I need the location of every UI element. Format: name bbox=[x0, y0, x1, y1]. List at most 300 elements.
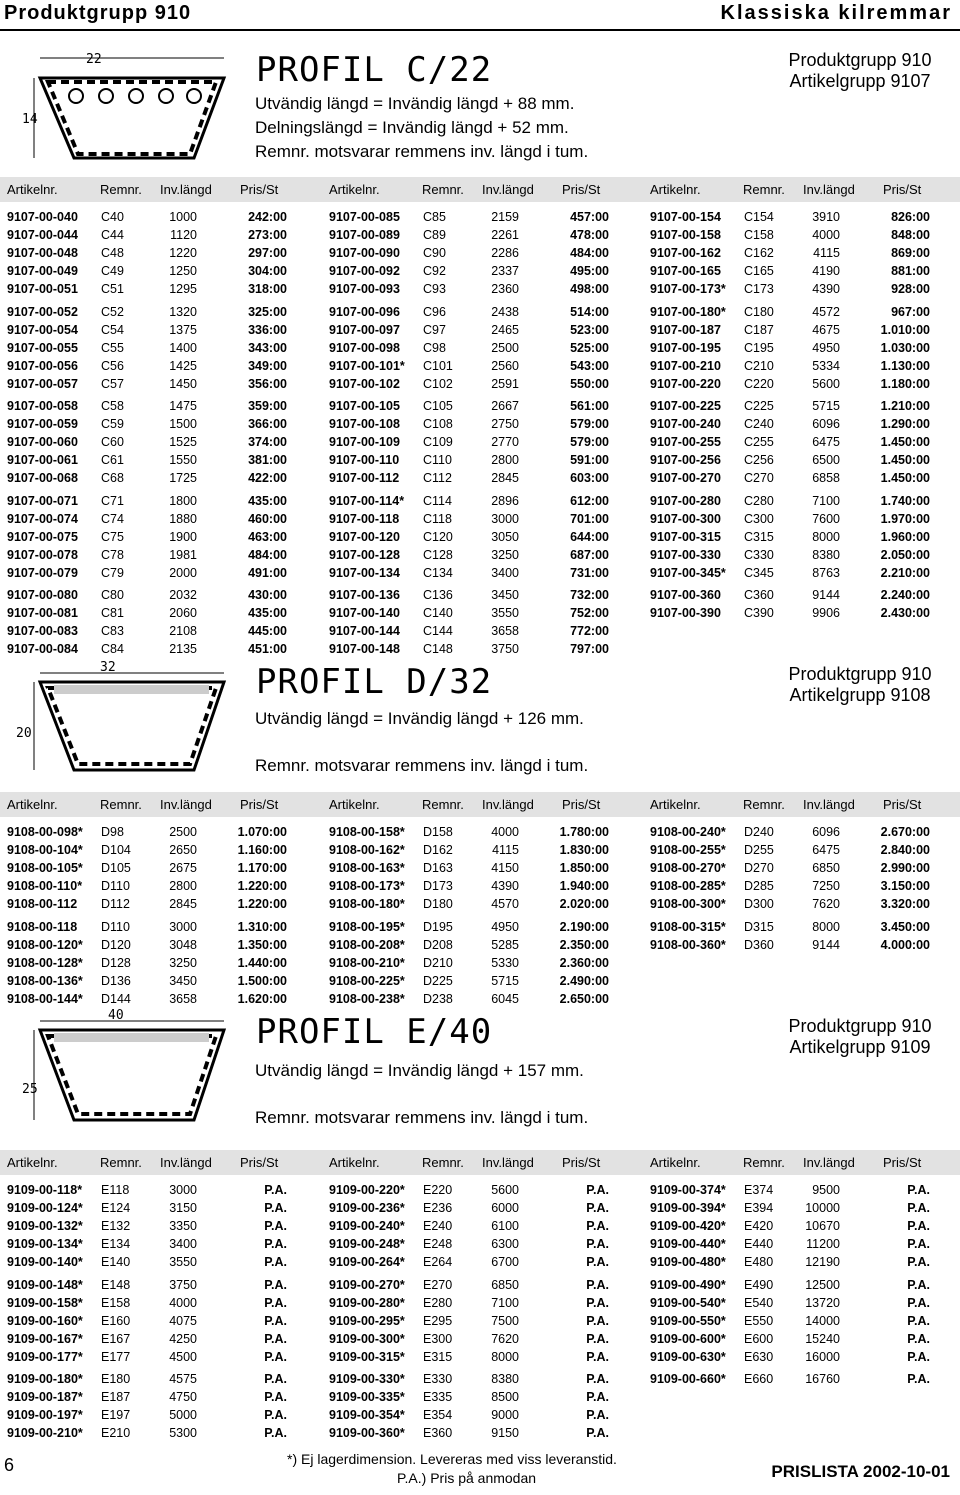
article-number: 9107-00-225 bbox=[650, 399, 721, 413]
price: 356:00 bbox=[248, 376, 287, 391]
table-row bbox=[329, 1278, 634, 1295]
article-number: 9107-00-078 bbox=[7, 547, 78, 562]
price: 2.240:00 bbox=[880, 588, 930, 602]
article-number: 9107-00-083 bbox=[7, 624, 78, 639]
belt-number: C187 bbox=[744, 322, 774, 337]
inner-length: 1250 bbox=[169, 264, 197, 279]
belt-number: E330 bbox=[423, 1372, 453, 1386]
inner-length: 1375 bbox=[169, 322, 197, 337]
belt-number: D300 bbox=[744, 897, 774, 912]
price: 561:00 bbox=[570, 399, 609, 413]
belt-number: C345 bbox=[744, 565, 774, 580]
price: P.A. bbox=[264, 1331, 287, 1346]
table-row bbox=[7, 1426, 312, 1443]
belt-profile-e40-icon bbox=[14, 1008, 244, 1133]
inner-length: 6850 bbox=[812, 861, 840, 876]
article-number: 9107-00-051 bbox=[7, 282, 78, 297]
price: 1.070:00 bbox=[237, 825, 287, 839]
article-number: 9109-00-354* bbox=[329, 1408, 405, 1423]
article-number: 9109-00-140* bbox=[7, 1255, 83, 1270]
table-row bbox=[650, 471, 955, 488]
belt-number: D210 bbox=[423, 955, 453, 970]
price: 422:00 bbox=[248, 471, 287, 486]
article-number: 9107-00-075 bbox=[7, 529, 78, 544]
inner-length: 2845 bbox=[491, 471, 519, 486]
table-row bbox=[650, 1219, 955, 1236]
belt-number: E180 bbox=[101, 1372, 131, 1386]
price: 1.740:00 bbox=[880, 493, 930, 508]
table-row bbox=[7, 1314, 312, 1331]
column-header-inv-langd: Inv.längd bbox=[803, 182, 855, 197]
belt-number: D128 bbox=[101, 955, 131, 970]
price: P.A. bbox=[264, 1313, 287, 1328]
price: 336:00 bbox=[248, 322, 287, 337]
inner-length: 6096 bbox=[812, 825, 840, 839]
price: P.A. bbox=[586, 1408, 609, 1423]
column-header-band bbox=[0, 177, 960, 202]
inner-length: 2337 bbox=[491, 264, 519, 279]
price: 1.850:00 bbox=[559, 861, 609, 876]
article-number: 9108-00-255* bbox=[650, 843, 726, 858]
belt-number: D225 bbox=[423, 973, 453, 988]
belt-number: E270 bbox=[423, 1277, 453, 1292]
inner-length: 13720 bbox=[805, 1295, 840, 1310]
footnote-stock: *) Ej lagerdimension. Levereras med viss leveranstid. bbox=[287, 1451, 617, 1467]
price: P.A. bbox=[907, 1372, 930, 1386]
table-row bbox=[329, 1255, 634, 1272]
article-number: 9107-00-090 bbox=[329, 246, 400, 261]
article-number: 9107-00-112 bbox=[329, 471, 400, 486]
table-row bbox=[7, 1201, 312, 1218]
table-row bbox=[7, 624, 312, 641]
inner-length: 8000 bbox=[812, 919, 840, 934]
belt-number: D240 bbox=[744, 825, 774, 839]
belt-number: C114 bbox=[423, 493, 452, 508]
table-row bbox=[650, 323, 955, 340]
price: 1.310:00 bbox=[237, 919, 287, 934]
article-number: 9108-00-240* bbox=[650, 825, 726, 839]
price: P.A. bbox=[586, 1255, 609, 1270]
table-row bbox=[329, 1350, 634, 1367]
height-label: 25 bbox=[22, 1082, 38, 1097]
belt-number: C108 bbox=[423, 417, 453, 432]
belt-number: E300 bbox=[423, 1331, 453, 1346]
column-header-inv-langd: Inv.längd bbox=[482, 182, 534, 197]
table-row bbox=[329, 228, 634, 245]
table-row bbox=[650, 566, 955, 583]
price: P.A. bbox=[907, 1295, 930, 1310]
header-divider bbox=[0, 29, 960, 31]
table-row bbox=[329, 825, 634, 842]
table-row bbox=[7, 992, 312, 1009]
article-number: 9109-00-600* bbox=[650, 1331, 726, 1346]
column-header-artikelnr: Artikelnr. bbox=[7, 182, 58, 197]
article-number: 9107-00-180* bbox=[650, 304, 726, 319]
belt-number: C75 bbox=[101, 529, 124, 544]
article-number: 9107-00-144 bbox=[329, 624, 400, 639]
belt-number: C128 bbox=[423, 547, 453, 562]
column-header-pris: Pris/St bbox=[562, 182, 601, 197]
price: P.A. bbox=[264, 1255, 287, 1270]
article-number: 9108-00-195* bbox=[329, 919, 405, 934]
belt-number: D285 bbox=[744, 879, 774, 894]
inner-length: 9144 bbox=[812, 588, 840, 602]
price: 603:00 bbox=[570, 471, 609, 486]
inner-length: 3400 bbox=[169, 1237, 197, 1252]
belt-number: C210 bbox=[744, 358, 774, 373]
table-row bbox=[329, 264, 634, 281]
article-number: 9107-00-097 bbox=[329, 322, 400, 337]
belt-number: E440 bbox=[744, 1237, 774, 1252]
table-row bbox=[650, 1314, 955, 1331]
article-number: 9107-00-096 bbox=[329, 304, 400, 319]
price: 463:00 bbox=[248, 529, 287, 544]
price: 1.970:00 bbox=[880, 511, 930, 526]
column-header-inv-langd: Inv.längd bbox=[803, 797, 855, 812]
table-row bbox=[7, 1332, 312, 1349]
belt-number: C57 bbox=[101, 376, 124, 391]
price: 491:00 bbox=[248, 565, 287, 580]
article-number: 9107-00-256 bbox=[650, 453, 721, 468]
price: 374:00 bbox=[248, 435, 287, 450]
price: 435:00 bbox=[248, 606, 287, 621]
article-number: 9107-00-092 bbox=[329, 264, 400, 279]
table-row bbox=[329, 341, 634, 358]
belt-number: E660 bbox=[744, 1372, 774, 1386]
inner-length: 1400 bbox=[169, 340, 197, 355]
width-label: 40 bbox=[108, 1008, 124, 1023]
inner-length: 7250 bbox=[812, 879, 840, 894]
article-number: 9107-00-255 bbox=[650, 435, 721, 450]
belt-number: E394 bbox=[744, 1201, 774, 1216]
price: 1.220:00 bbox=[237, 879, 287, 894]
inner-length: 4950 bbox=[812, 340, 840, 355]
price: 1.940:00 bbox=[559, 879, 609, 894]
belt-number: C74 bbox=[101, 511, 124, 526]
article-number: 9109-00-197* bbox=[7, 1408, 83, 1423]
table-row bbox=[650, 1296, 955, 1313]
article-number: 9107-00-089 bbox=[329, 228, 400, 243]
column-header-artikelnr: Artikelnr. bbox=[650, 1155, 701, 1170]
price: 591:00 bbox=[570, 453, 609, 468]
price: P.A. bbox=[264, 1408, 287, 1423]
inner-length: 1550 bbox=[169, 453, 197, 468]
belt-number: E197 bbox=[101, 1408, 131, 1423]
article-number: 9107-00-068 bbox=[7, 471, 78, 486]
table-row bbox=[329, 879, 634, 896]
article-number: 9109-00-264* bbox=[329, 1255, 405, 1270]
price: 1.290:00 bbox=[880, 417, 930, 432]
price: 2.350:00 bbox=[559, 937, 609, 952]
table-row bbox=[329, 1426, 634, 1443]
column-header-inv-langd: Inv.längd bbox=[160, 182, 212, 197]
inner-length: 7100 bbox=[491, 1295, 519, 1310]
price: 2.670:00 bbox=[880, 825, 930, 839]
footnote-price: P.A.) Pris på anmodan bbox=[397, 1470, 537, 1486]
article-number: 9107-00-080 bbox=[7, 588, 78, 602]
table-row bbox=[650, 879, 955, 896]
article-number: 9109-00-270* bbox=[329, 1277, 405, 1292]
belt-number: C60 bbox=[101, 435, 124, 450]
table-row bbox=[650, 1201, 955, 1218]
article-number: 9109-00-550* bbox=[650, 1313, 726, 1328]
table-row bbox=[329, 1296, 634, 1313]
column-header-pris: Pris/St bbox=[562, 1155, 601, 1170]
belt-number: D255 bbox=[744, 843, 774, 858]
table-row bbox=[329, 1390, 634, 1407]
column-header-remnr: Remnr. bbox=[743, 182, 785, 197]
inner-length: 2360 bbox=[491, 282, 519, 297]
inner-length: 2000 bbox=[169, 565, 197, 580]
price: P.A. bbox=[907, 1237, 930, 1252]
inner-length: 16760 bbox=[805, 1372, 840, 1386]
table-row bbox=[7, 246, 312, 263]
column-header-pris: Pris/St bbox=[562, 797, 601, 812]
profile-title-d32: PROFIL D/32 bbox=[256, 662, 493, 702]
article-number: 9109-00-360* bbox=[329, 1426, 405, 1441]
price: 514:00 bbox=[570, 304, 609, 319]
column-header-inv-langd: Inv.längd bbox=[160, 797, 212, 812]
inner-length: 4390 bbox=[491, 879, 519, 894]
belt-number: C40 bbox=[101, 210, 124, 224]
column-header-artikelnr: Artikelnr. bbox=[650, 182, 701, 197]
inner-length: 7500 bbox=[491, 1313, 519, 1328]
article-number: 9109-00-420* bbox=[650, 1219, 726, 1234]
article-number: 9108-00-163* bbox=[329, 861, 405, 876]
price: P.A. bbox=[907, 1349, 930, 1364]
article-number: 9108-00-118 bbox=[7, 919, 78, 934]
price: 2.430:00 bbox=[880, 606, 930, 621]
price: P.A. bbox=[264, 1295, 287, 1310]
article-number: 9107-00-114* bbox=[329, 493, 405, 508]
article-number: 9108-00-120* bbox=[7, 937, 83, 952]
article-number: 9107-00-057 bbox=[7, 376, 78, 391]
article-number: 9109-00-480* bbox=[650, 1255, 726, 1270]
belt-number: C158 bbox=[744, 228, 774, 243]
table-row bbox=[329, 974, 634, 991]
price: 1.450:00 bbox=[880, 435, 930, 450]
page-number: 6 bbox=[4, 1455, 15, 1475]
price: 928:00 bbox=[891, 282, 930, 297]
inner-length: 5600 bbox=[491, 1183, 519, 1197]
table-row bbox=[7, 282, 312, 299]
price: P.A. bbox=[907, 1183, 930, 1197]
article-number: 9107-00-040 bbox=[7, 210, 78, 224]
price: 273:00 bbox=[248, 228, 287, 243]
price: 1.450:00 bbox=[880, 453, 930, 468]
table-row bbox=[650, 1183, 955, 1200]
column-header-remnr: Remnr. bbox=[100, 797, 142, 812]
table-row bbox=[7, 264, 312, 281]
inner-length: 6700 bbox=[491, 1255, 519, 1270]
inner-length: 4500 bbox=[169, 1349, 197, 1364]
article-number: 9109-00-630* bbox=[650, 1349, 726, 1364]
article-number: 9109-00-158* bbox=[7, 1295, 83, 1310]
price: 967:00 bbox=[891, 304, 930, 319]
inner-length: 2750 bbox=[491, 417, 519, 432]
price: 495:00 bbox=[570, 264, 609, 279]
inner-length: 6300 bbox=[491, 1237, 519, 1252]
price: 457:00 bbox=[570, 210, 609, 224]
price: P.A. bbox=[586, 1390, 609, 1405]
table-row bbox=[7, 453, 312, 470]
column-header-remnr: Remnr. bbox=[422, 797, 464, 812]
table-row bbox=[329, 471, 634, 488]
price: 772:00 bbox=[570, 624, 609, 639]
belt-number: D360 bbox=[744, 937, 774, 952]
belt-number: C54 bbox=[101, 322, 124, 337]
belt-number: C120 bbox=[423, 529, 453, 544]
belt-number: C55 bbox=[101, 340, 124, 355]
price: 2.490:00 bbox=[559, 973, 609, 988]
table-row bbox=[650, 341, 955, 358]
inner-length: 10670 bbox=[805, 1219, 840, 1234]
table-row bbox=[650, 210, 955, 227]
inner-length: 1295 bbox=[169, 282, 197, 297]
table-row bbox=[7, 879, 312, 896]
belt-number: D158 bbox=[423, 825, 453, 839]
table-row bbox=[7, 642, 312, 659]
price: 1.350:00 bbox=[237, 937, 287, 952]
price: P.A. bbox=[586, 1201, 609, 1216]
group-info-e40 bbox=[770, 1016, 950, 1058]
inner-length: 6100 bbox=[491, 1219, 519, 1234]
article-number: 9109-00-180* bbox=[7, 1372, 83, 1386]
article-number: 9109-00-210* bbox=[7, 1426, 83, 1441]
article-number: 9108-00-112 bbox=[7, 897, 78, 912]
belt-number: E315 bbox=[423, 1349, 453, 1364]
belt-number: C97 bbox=[423, 322, 446, 337]
price: 826:00 bbox=[891, 210, 930, 224]
table-row bbox=[650, 1372, 955, 1389]
inner-length: 2675 bbox=[169, 861, 197, 876]
price: P.A. bbox=[264, 1183, 287, 1197]
belt-number: C84 bbox=[101, 642, 124, 657]
belt-number: D110 bbox=[101, 919, 130, 934]
price: 644:00 bbox=[570, 529, 609, 544]
price: 1.450:00 bbox=[880, 471, 930, 486]
inner-length: 6000 bbox=[491, 1201, 519, 1216]
price: 3.150:00 bbox=[880, 879, 930, 894]
price: P.A. bbox=[907, 1219, 930, 1234]
article-number: 9109-00-335* bbox=[329, 1390, 405, 1405]
belt-number: C71 bbox=[101, 493, 124, 508]
article-number: 9108-00-315* bbox=[650, 919, 726, 934]
price: 2.050:00 bbox=[880, 547, 930, 562]
inner-length: 7620 bbox=[491, 1331, 519, 1346]
inner-length: 5285 bbox=[491, 937, 519, 952]
table-row bbox=[650, 399, 955, 416]
article-number: 9107-00-345* bbox=[650, 565, 726, 580]
inner-length: 2560 bbox=[491, 358, 519, 373]
inner-length: 3450 bbox=[169, 973, 197, 988]
article-number: 9109-00-240* bbox=[329, 1219, 405, 1234]
column-header-pris: Pris/St bbox=[240, 1155, 279, 1170]
price: 304:00 bbox=[248, 264, 287, 279]
article-number: 9107-00-049 bbox=[7, 264, 78, 279]
article-number: 9107-00-240 bbox=[650, 417, 721, 432]
article-number: 9107-00-044 bbox=[7, 228, 78, 243]
article-number: 9107-00-084 bbox=[7, 642, 78, 657]
price: 1.170:00 bbox=[237, 861, 287, 876]
belt-number: C78 bbox=[101, 547, 124, 562]
inner-length: 3400 bbox=[491, 565, 519, 580]
belt-number: E550 bbox=[744, 1313, 774, 1328]
inner-length: 4000 bbox=[491, 825, 519, 839]
belt-number: D112 bbox=[101, 897, 130, 912]
table-row bbox=[650, 1255, 955, 1272]
article-number: 9109-00-660* bbox=[650, 1372, 726, 1386]
table-row bbox=[329, 417, 634, 434]
article-number: 9108-00-208* bbox=[329, 937, 405, 952]
price: P.A. bbox=[586, 1426, 609, 1441]
table-row bbox=[650, 1278, 955, 1295]
page-header bbox=[0, 0, 960, 28]
table-row bbox=[7, 920, 312, 937]
belt-number: C109 bbox=[423, 435, 453, 450]
inner-length: 3150 bbox=[169, 1201, 197, 1216]
belt-profile-c22-icon bbox=[14, 40, 244, 165]
price: 550:00 bbox=[570, 376, 609, 391]
inner-length: 2286 bbox=[491, 246, 519, 261]
column-header-pris: Pris/St bbox=[240, 182, 279, 197]
table-row bbox=[650, 588, 955, 605]
inner-length: 7600 bbox=[812, 511, 840, 526]
article-number: 9107-00-173* bbox=[650, 282, 726, 297]
table-row bbox=[650, 1350, 955, 1367]
article-number: 9109-00-295* bbox=[329, 1313, 405, 1328]
price: 2.650:00 bbox=[559, 991, 609, 1006]
belt-number: C51 bbox=[101, 282, 124, 297]
column-header-pris: Pris/St bbox=[883, 1155, 922, 1170]
belt-number: D238 bbox=[423, 991, 453, 1006]
inner-length: 9000 bbox=[491, 1408, 519, 1423]
article-group: Artikelgrupp 9108 bbox=[789, 685, 931, 705]
inner-length: 16000 bbox=[805, 1349, 840, 1364]
price: 242:00 bbox=[248, 210, 287, 224]
header-product-group: Produktgrupp 910 bbox=[4, 2, 192, 24]
inner-length: 12190 bbox=[805, 1255, 840, 1270]
table-row bbox=[650, 530, 955, 547]
height-label: 20 bbox=[16, 726, 32, 741]
table-row bbox=[650, 548, 955, 565]
inner-length: 4570 bbox=[491, 897, 519, 912]
header-category: Klassiska kilremmar bbox=[720, 2, 952, 24]
belt-number: C105 bbox=[423, 399, 453, 413]
inner-length: 3000 bbox=[169, 1183, 197, 1197]
price: 732:00 bbox=[570, 588, 609, 602]
profile-rule-2: Remnr. motsvarar remmens inv. längd i tum. bbox=[255, 1108, 589, 1127]
article-group: Artikelgrupp 9107 bbox=[789, 71, 931, 91]
price: P.A. bbox=[586, 1313, 609, 1328]
inner-length: 10000 bbox=[805, 1201, 840, 1216]
article-number: 9109-00-248* bbox=[329, 1237, 405, 1252]
article-number: 9107-00-098 bbox=[329, 340, 400, 355]
belt-number: C134 bbox=[423, 565, 453, 580]
table-row bbox=[650, 938, 955, 955]
belt-number: C79 bbox=[101, 565, 124, 580]
table-row bbox=[7, 897, 312, 914]
inner-length: 3750 bbox=[169, 1277, 197, 1292]
inner-length: 1220 bbox=[169, 246, 197, 261]
price: 612:00 bbox=[570, 493, 609, 508]
column-header-artikelnr: Artikelnr. bbox=[7, 797, 58, 812]
belt-number: E280 bbox=[423, 1295, 453, 1310]
article-number: 9109-00-132* bbox=[7, 1219, 83, 1234]
table-row bbox=[7, 210, 312, 227]
price: 3.320:00 bbox=[880, 897, 930, 912]
table-row bbox=[650, 606, 955, 623]
